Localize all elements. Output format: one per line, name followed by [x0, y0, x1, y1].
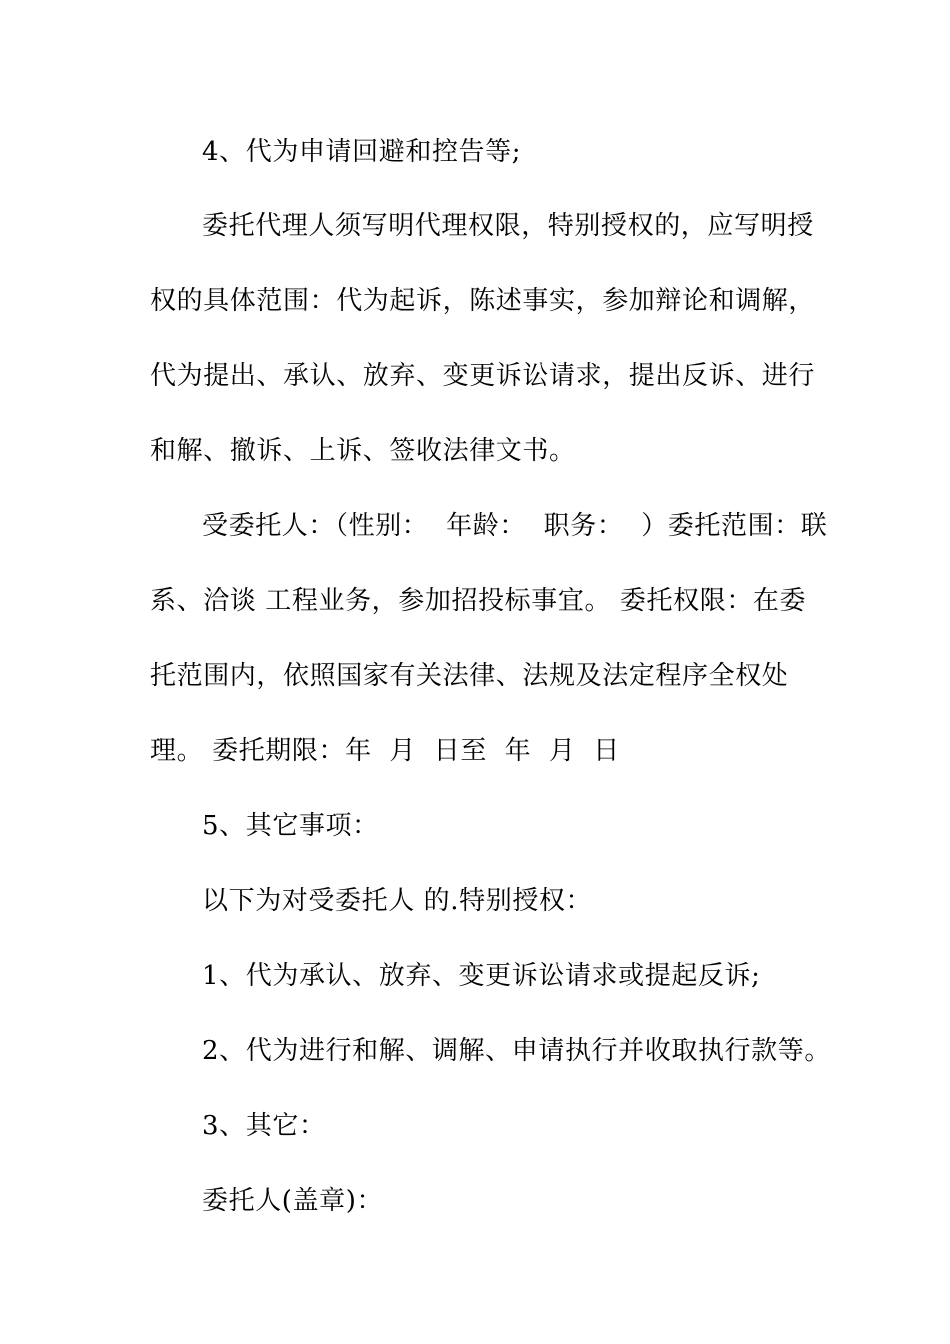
- text-line-principal-seal: 委托人(盖章)：: [202, 1186, 384, 1216]
- text-line-special-item-3: 3、其它：: [202, 1111, 326, 1141]
- text-line-authority-scope-cont: 代为提出、承认、放弃、变更诉讼请求，提出反诉、进行: [150, 361, 816, 391]
- text-line-trustee: 受委托人：（性别： 年龄： 职务： ）委托范围：联: [202, 511, 828, 541]
- text-line-special-authorization: 以下为对受委托人 的.特别授权：: [202, 886, 593, 916]
- text-line-authority-scope-end: 和解、撤诉、上诉、签收法律文书。: [150, 436, 576, 466]
- text-line-trustee-scope: 系、洽谈 工程业务，参加招投标事宜。 委托权限：在委: [150, 586, 807, 616]
- text-line-trustee-authority: 托范围内，依照国家有关法律、法规及法定程序全权处: [150, 661, 789, 691]
- text-line-item-5: 5、其它事项：: [202, 811, 379, 841]
- text-line-item-4: 4、代为申请回避和控告等;: [202, 137, 522, 167]
- text-line-special-item-1: 1、代为承认、放弃、变更诉讼请求或提起反诉;: [202, 961, 761, 991]
- text-line-special-item-2: 2、代为进行和解、调解、申请执行并收取执行款等。: [202, 1036, 831, 1066]
- text-line-trustee-period: 理。 委托期限：年 月 日至 年 月 日: [150, 736, 620, 766]
- text-line-agent-authority: 委托代理人须写明代理权限，特别授权的，应写明授: [202, 211, 814, 241]
- text-line-authority-scope: 权的具体范围：代为起诉，陈述事实，参加辩论和调解，: [150, 286, 816, 316]
